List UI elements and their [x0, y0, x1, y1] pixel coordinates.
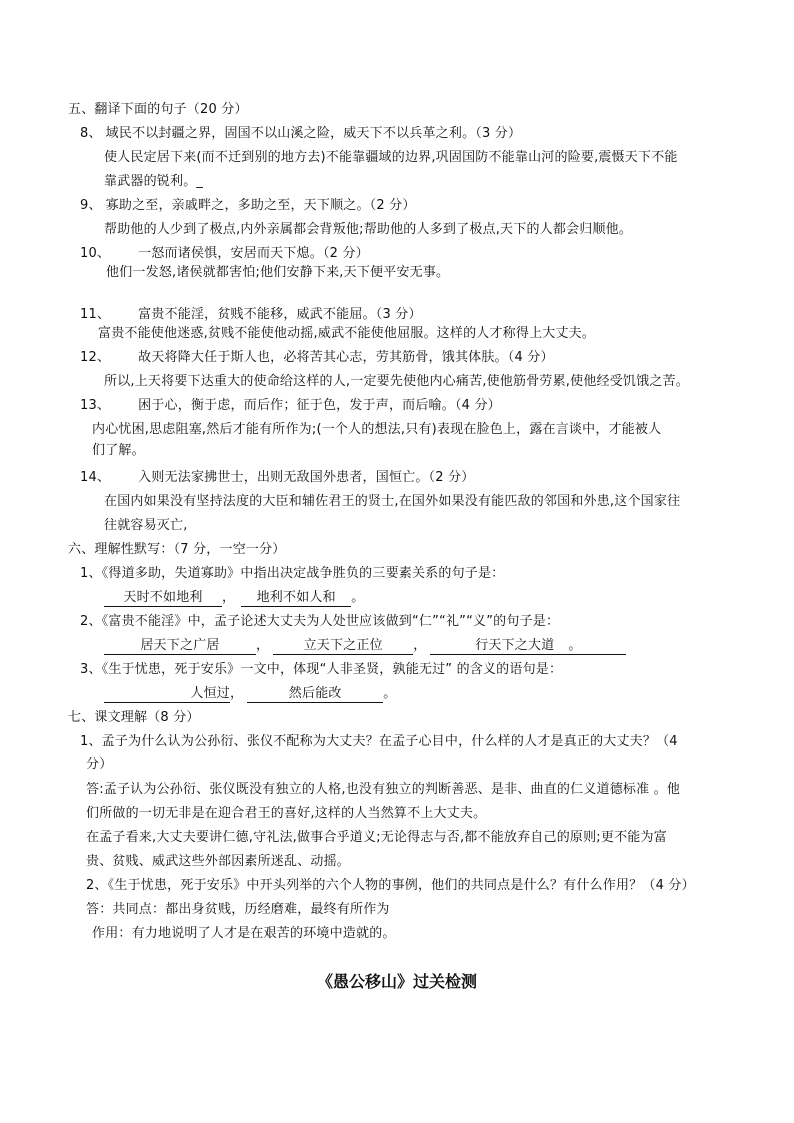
question-11: 11、 富贵不能淫，贫贱不能移，威武不能屈。（3 分） — [80, 307, 422, 322]
recitation-answer-3: 人恒过， 然后能改 。 — [104, 685, 396, 703]
blank-3-2: 然后能改 — [247, 686, 383, 703]
recitation-answer-1: 天时不如地利 ， 地利不如人和 。 — [104, 589, 364, 607]
comprehension-question-2: 2、《生于忧患，死于安乐》中开头列举的六个人物的事例，他们的共同点是什么？有什么作用？（4 分） — [86, 878, 695, 893]
blank-3-1: 人恒过 — [104, 686, 230, 703]
question-9: 9、 寡助之至，亲戚畔之，多助之至，天下顺之。（2 分） — [80, 198, 416, 213]
comprehension-answer-1-line-4: 贵、贫贱、威武这些外部因素所迷乱、动摇。 — [86, 854, 351, 869]
blank-2-1: 居天下之广居 — [104, 638, 256, 655]
question-8: 8、 域民不以封疆之界，固国不以山溪之险，威天下不以兵革之利。（3 分） — [80, 126, 522, 141]
question-10: 10、 一怒而诸侯惧，安居而天下熄。（2 分） — [80, 246, 369, 261]
recitation-question-3: 3、《生于忧患，死于安乐》一文中，体现“人非圣贤，孰能无过” 的含义的语句是： — [80, 662, 563, 677]
recitation-question-2: 2、《富贵不能淫》中，孟子论述大丈夫为人处世应该做到“仁”“礼”“义”的句子是： — [80, 614, 560, 629]
comprehension-answer-1-line-2: 们所做的一切无非是在迎合君王的喜好,这样的人当然算不上大丈夫。 — [86, 806, 487, 821]
blank-1-1: 天时不如地利 — [104, 590, 222, 607]
answer-8-line-1: 使人民定居下来(而不迁到别的地方去)不能靠疆域的边界,巩固国防不能靠山河的险要,震慑天下不能 — [104, 150, 678, 165]
answer-14-line-1: 在国内如果没有坚持法度的大臣和辅佐君王的贤士,在国外如果没有能匹敌的邻国和外患,这个国家往 — [104, 494, 681, 509]
answer-12: 所以,上天将要下达重大的使命给这样的人,一定要先使他内心痛苦,使他筋骨劳累,使他经受饥饿之苦。 — [104, 374, 689, 389]
comprehension-answer-1-line-1: 答:孟子认为公孙衍、张仪既没有独立的人格,也没有独立的判断善恶、是非、曲直的仁义道德标准 。他 — [86, 782, 681, 797]
recitation-question-1: 1、《得道多助，失道寡助》中指出决定战争胜负的三要素关系的句子是： — [80, 566, 505, 581]
recitation-answer-2: 居天下之广居 ， 立天下之正位 ， 行天下之大道 。 — [104, 637, 626, 655]
section-5-heading: 五、翻译下面的句子（20 分） — [68, 102, 248, 117]
section-6-heading: 六、理解性默写：（7 分，一空一分） — [68, 542, 286, 557]
question-13: 13、 困于心，衡于虑，而后作；征于色，发于声，而后喻。（4 分） — [80, 398, 501, 413]
blank-2-3: 行天下之大道 。 — [430, 638, 626, 655]
next-section-title: 《愚公移山》过关检测 — [316, 972, 477, 991]
comprehension-question-1-line-2: 分） — [86, 757, 113, 772]
blank-2-2: 立天下之正位 — [273, 638, 413, 655]
comprehension-answer-2-line-2: 作用：有力地说明了人才是在艰苦的环境中造就的。 — [92, 926, 396, 941]
answer-9: 帮助他的人少到了极点,内外亲属都会背叛他;帮助他的人多到了极点,天下的人都会归顺他。 — [104, 222, 633, 237]
answer-13-line-1: 内心忧困,思虑阻塞,然后才能有所作为;(一个人的想法,只有)表现在脸色上，露在言谈中，才能被人 — [92, 422, 662, 437]
comprehension-question-1-line-1: 1、孟子为什么认为公孙衍、张仪不配称为大丈夫？在孟子心目中，什么样的人才是真正的大丈夫？（4 — [80, 734, 678, 749]
question-14: 14、 入则无法家拂世士，出则无敌国外患者，国恒亡。（2 分） — [80, 470, 475, 485]
answer-8-line-2: 靠武器的锐利。_ — [104, 174, 204, 189]
answer-11: 富贵不能使他迷惑,贫贱不能使他动摇,威武不能使他屈服。这样的人才称得上大丈夫。 — [98, 326, 596, 341]
answer-10: 他们一发怒,诸侯就都害怕;他们安静下来,天下便平安无事。 — [106, 265, 450, 280]
answer-13-line-2: 们了解。 — [92, 443, 145, 458]
question-12: 12、 故天将降大任于斯人也，必将苦其心志，劳其筋骨，饿其体肤。（4 分） — [80, 350, 554, 365]
section-7-heading: 七、课文理解（8 分） — [68, 710, 200, 725]
blank-1-2: 地利不如人和 — [241, 590, 351, 607]
comprehension-answer-2-line-1: 答：共同点：都出身贫贱，历经磨难，最终有所作为 — [86, 902, 390, 917]
answer-14-line-2: 往就容易灭亡, — [104, 518, 188, 533]
comprehension-answer-1-line-3: 在孟子看来,大丈夫要讲仁德,守礼法,做事合乎道义;无论得志与否,都不能放弃自己的原则;更不能为富 — [86, 830, 667, 845]
